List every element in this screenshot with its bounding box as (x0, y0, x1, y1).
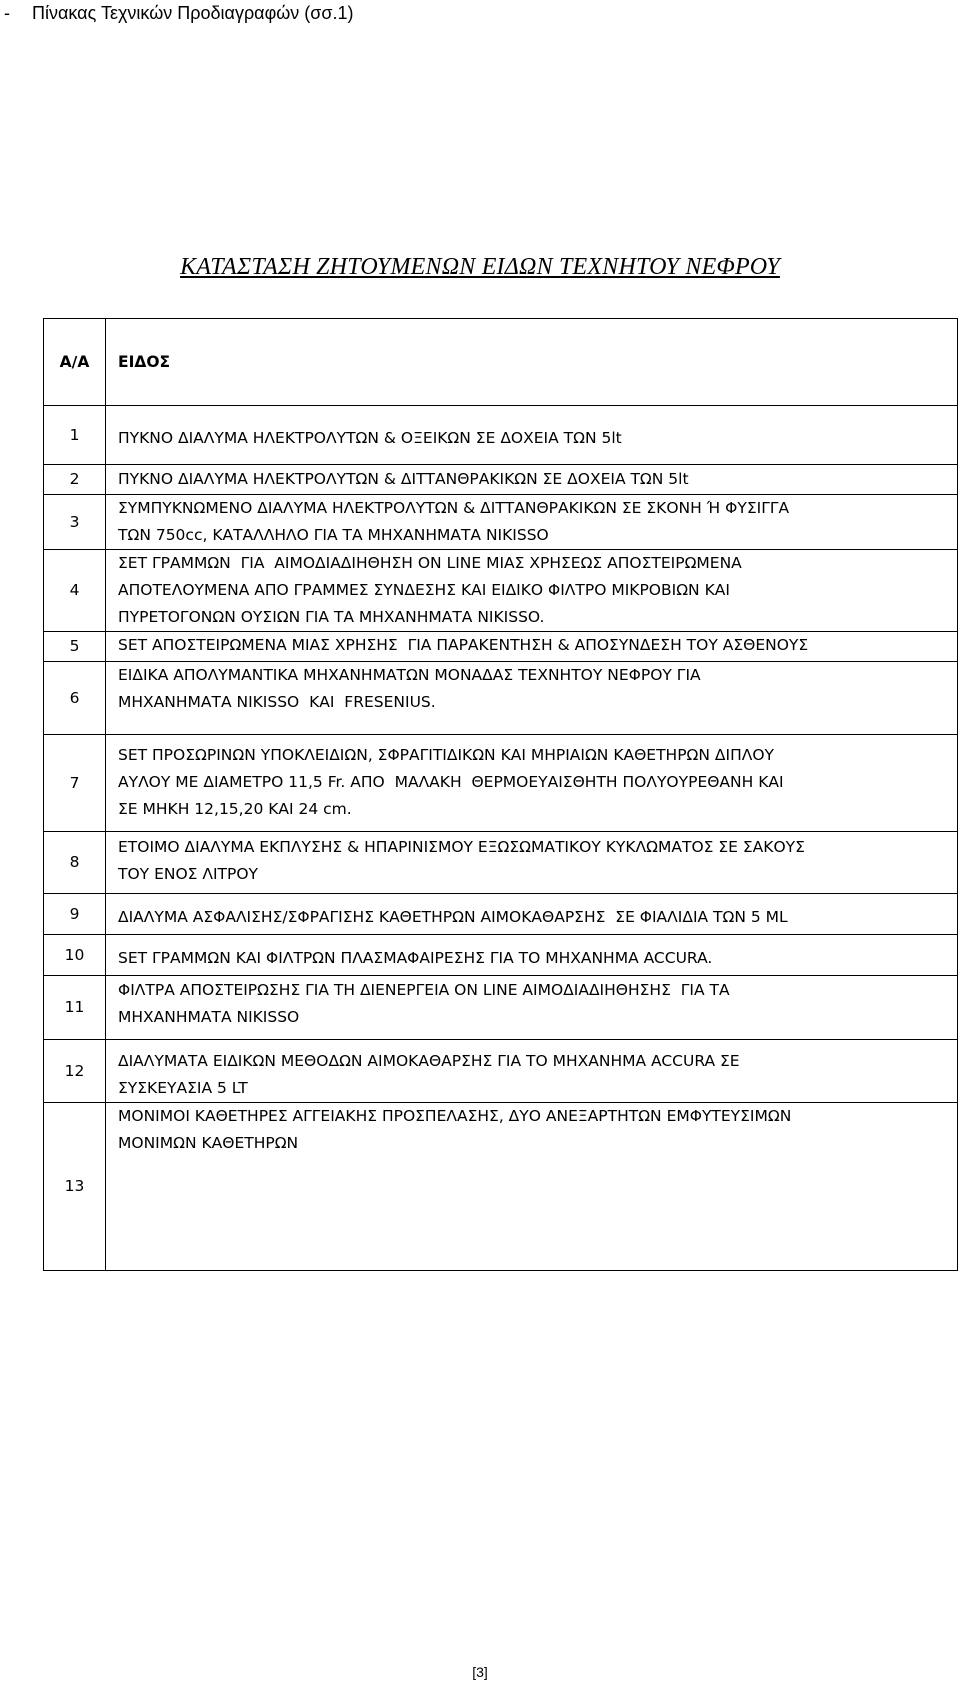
row-number: 13 (44, 1103, 106, 1271)
description-line: ΕΙΔΙΚΑ ΑΠΟΛΥΜΑΝΤΙΚΑ ΜΗΧΑΝΗΜΑΤΩΝ ΜΟΝΑΔΑΣ ΤΕΧΝΗΤΟΥ ΝΕΦΡΟΥ ΓΙΑ (118, 666, 701, 684)
table-row (44, 406, 958, 465)
row-description (106, 976, 958, 1040)
description-line: ΕΤΟΙΜΟ ΔΙΑΛΥΜΑ ΕΚΠΛΥΣΗΣ & ΗΠΑΡΙΝΙΣΜΟΥ ΕΞΩΣΩΜΑΤΙΚΟΥ ΚΥΚΛΩΜΑΤΟΣ ΣΕ ΣΑΚΟΥΣ (118, 838, 805, 856)
header-cell-number: Α/Α (44, 319, 106, 406)
table-row (44, 465, 958, 495)
description-line: ΣΕ ΜΗΚΗ 12,15,20 ΚΑΙ 24 cm. (118, 800, 352, 818)
row-number: 10 (44, 935, 106, 976)
table-header-row (44, 319, 958, 406)
row-description (106, 1040, 958, 1103)
description-line: ΤΟΥ ΕΝΟΣ ΛΙΤΡΟΥ (118, 865, 259, 883)
row-number: 2 (44, 465, 106, 495)
row-number: 5 (44, 632, 106, 662)
table-row (44, 632, 958, 662)
items-table (43, 318, 958, 1271)
row-description (106, 735, 958, 832)
row-description (106, 495, 958, 550)
table-row (44, 976, 958, 1040)
row-number: 11 (44, 976, 106, 1040)
document-title: ΚΑΤΑΣΤΑΣΗ ΖΗΤΟΥΜΕΝΩΝ ΕΙΔΩΝ ΤΕΧΝΗΤΟΥ ΝΕΦΡΟΥ (180, 254, 780, 280)
row-description (106, 1103, 958, 1271)
header-cell-item: ΕΙΔΟΣ (106, 319, 958, 406)
table-row (44, 1040, 958, 1103)
row-description (106, 894, 958, 935)
row-description (106, 632, 958, 662)
description-line: ΜΟΝΙΜΟΙ ΚΑΘΕΤΗΡΕΣ ΑΓΓΕΙΑΚΗΣ ΠΡΟΣΠΕΛΑΣΗΣ, ΔΥΟ ΑΝΕΞΑΡΤΗΤΩΝ ΕΜΦΥΤΕΥΣΙΜΩΝ (118, 1107, 792, 1125)
description-line: ΠΥΚΝΟ ΔΙΑΛΥΜΑ ΗΛΕΚΤΡΟΛΥΤΩΝ & ΔΙΤΤΑΝΘΡΑΚΙΚΩΝ ΣΕ ΔΟΧΕΙΑ ΤΩΝ 5lt (118, 470, 689, 488)
row-number: 4 (44, 550, 106, 632)
description-line: ΣΥΜΠΥΚΝΩΜΕΝΟ ΔΙΑΛΥΜΑ ΗΛΕΚΤΡΟΛΥΤΩΝ & ΔΙΤΤΑΝΘΡΑΚΙΚΩΝ ΣΕ ΣΚΟΝΗ Ή ΦΥΣΙΓΓΑ (118, 499, 790, 517)
description-line: SET ΠΡΟΣΩΡΙΝΩΝ ΥΠΟΚΛΕΙΔΙΩΝ, ΣΦΡΑΓΙΤΙΔΙΚΩΝ ΚΑΙ ΜΗΡΙΑΙΩΝ ΚΑΘΕΤΗΡΩΝ ΔΙΠΛΟΥ (118, 746, 775, 764)
items-table-body (44, 319, 958, 1271)
row-number: 3 (44, 495, 106, 550)
row-description (106, 832, 958, 894)
description-line: ΣΕΤ ΓΡΑΜΜΩΝ ΓΙΑ ΑΙΜΟΔΙΑΔΙΗΘΗΣΗ ΟΝ LINE ΜΙΑΣ ΧΡΗΣΕΩΣ ΑΠΟΣΤΕΙΡΩΜΕΝΑ (118, 554, 742, 572)
table-row (44, 1103, 958, 1271)
row-number: 12 (44, 1040, 106, 1103)
row-number: 8 (44, 832, 106, 894)
header-dash: - (4, 3, 10, 23)
description-line: ΤΩΝ 750cc, ΚΑΤΑΛΛΗΛΟ ΓΙΑ ΤΑ ΜΗΧΑΝΗΜΑΤΑ NIKISSO (118, 526, 549, 544)
description-line: SET ΓΡΑΜΜΩΝ ΚΑΙ ΦΙΛΤΡΩΝ ΠΛΑΣΜΑΦΑΙΡΕΣΗΣ ΓΙΑ ΤΟ ΜΗΧΑΝΗΜΑ ACCURA. (118, 949, 713, 967)
description-line: ΣΥΣΚΕΥΑΣΙΑ 5 LT (118, 1079, 248, 1097)
table-row (44, 832, 958, 894)
description-line: ΜΗΧΑΝΗΜΑΤΑ NIKISSO (118, 1008, 300, 1026)
description-line: ΔΙΑΛΥΜΑΤΑ ΕΙΔΙΚΩΝ ΜΕΘΟΔΩΝ ΑΙΜΟΚΑΘΑΡΣΗΣ ΓΙΑ ΤΟ ΜΗΧΑΝΗΜΑ ACCURA ΣΕ (118, 1052, 740, 1070)
table-row (44, 495, 958, 550)
page-number: [3] (472, 1664, 488, 1680)
row-description (106, 550, 958, 632)
description-line: SET ΑΠΟΣΤΕΙΡΩΜΕΝΑ ΜΙΑΣ ΧΡΗΣΗΣ ΓΙΑ ΠΑΡΑΚΕΝΤΗΣΗ & ΑΠΟΣΥΝΔΕΣΗ ΤΟΥ ΑΣΘΕΝΟΥΣ (118, 636, 809, 654)
table-row (44, 550, 958, 632)
row-number: 6 (44, 662, 106, 735)
header-text: Πίνακας Τεχνικών Προδιαγραφών (σσ.1) (32, 3, 354, 23)
description-line: ΠΥΡΕΤΟΓΟΝΩΝ ΟΥΣΙΩΝ ΓΙΑ ΤΑ ΜΗΧΑΝΗΜΑΤΑ NIKISSO. (118, 608, 545, 626)
row-number: 7 (44, 735, 106, 832)
row-number: 1 (44, 406, 106, 465)
description-line: ΔΙΑΛΥΜΑ ΑΣΦΑΛΙΣΗΣ/ΣΦΡΑΓΙΣΗΣ ΚΑΘΕΤΗΡΩΝ ΑΙΜΟΚΑΘΑΡΣΗΣ ΣΕ ΦΙΑΛΙΔΙΑ ΤΩΝ 5 ML (118, 908, 788, 926)
description-line: ΦΙΛΤΡΑ ΑΠΟΣΤΕΙΡΩΣΗΣ ΓΙΑ ΤΗ ΔΙΕΝΕΡΓΕΙΑ ΟΝ LINE ΑΙΜΟΔΙΑΔΙΗΘΗΣΗΣ ΓΙΑ ΤΑ (118, 981, 730, 999)
table-row (44, 894, 958, 935)
description-line: ΜΗΧΑΝΗΜΑΤΑ NIKISSO ΚΑΙ FRESENIUS. (118, 693, 436, 711)
row-description (106, 935, 958, 976)
row-number: 9 (44, 894, 106, 935)
description-line: ΠΥΚΝΟ ΔΙΑΛΥΜΑ ΗΛΕΚΤΡΟΛΥΤΩΝ & ΟΞΕΙΚΩΝ ΣΕ ΔΟΧΕΙΑ ΤΩΝ 5lt (118, 429, 622, 447)
description-line: ΜΟΝΙΜΩΝ ΚΑΘΕΤΗΡΩΝ (118, 1134, 299, 1152)
description-line: ΑΥΛΟΥ ΜΕ ΔΙΑΜΕΤΡΟ 11,5 Fr. ΑΠΟ ΜΑΛΑΚΗ ΘΕΡΜΟΕΥΑΙΣΘΗΤΗ ΠΟΛΥΟΥΡΕΘΑΝΗ ΚΑΙ (118, 773, 784, 791)
row-description (106, 662, 958, 735)
table-row (44, 662, 958, 735)
header-line (4, 0, 354, 26)
row-description (106, 406, 958, 465)
table-row (44, 935, 958, 976)
row-description (106, 465, 958, 495)
table-row (44, 735, 958, 832)
description-line: ΑΠΟΤΕΛΟΥΜΕΝΑ ΑΠΟ ΓΡΑΜΜΕΣ ΣΥΝΔΕΣΗΣ ΚΑΙ ΕΙΔΙΚΟ ΦΙΛΤΡΟ ΜΙΚΡΟΒΙΩΝ ΚΑΙ (118, 581, 730, 599)
